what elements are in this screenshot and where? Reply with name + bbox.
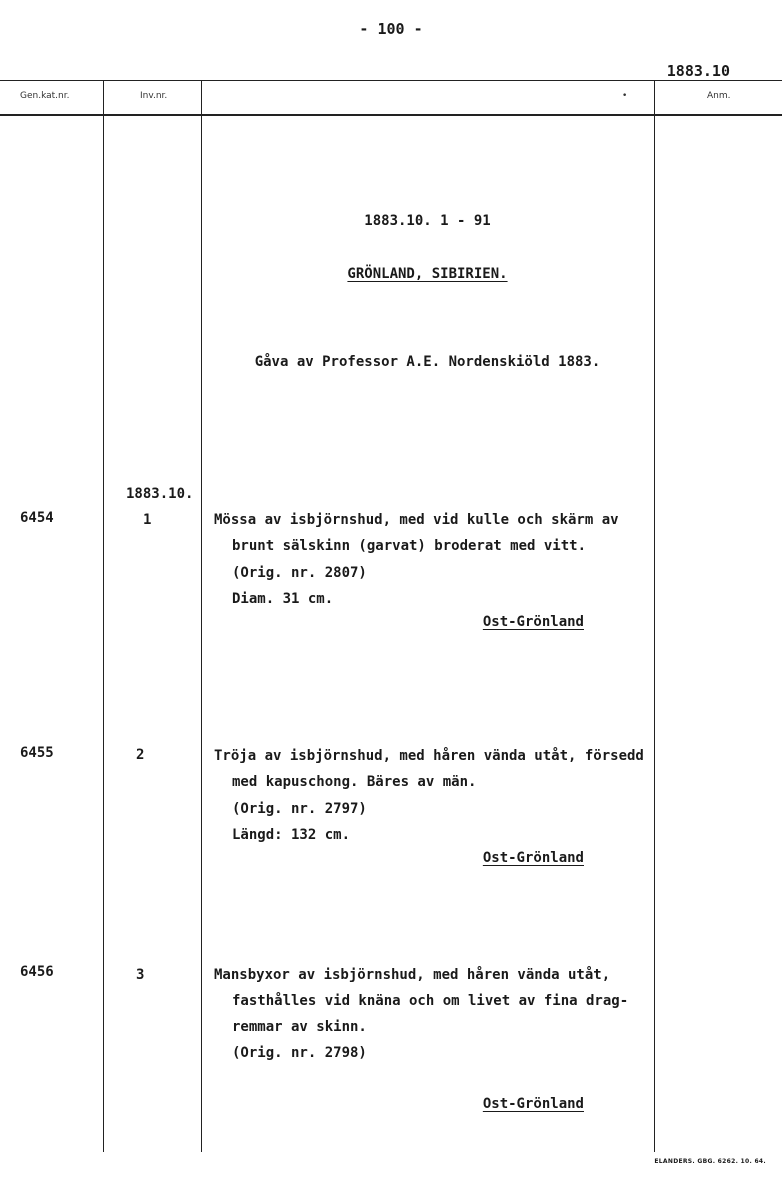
entry-description-line: Tröja av isbjörnshud, med håren vända utåt, försedd <box>214 748 644 764</box>
entry-description-line: Diam. 31 cm. <box>232 591 334 607</box>
region-title <box>200 266 655 282</box>
entry-description-line: (Orig. nr. 2807) <box>232 565 367 581</box>
region-title-text: GRÖNLAND, SIBIRIEN. <box>347 266 508 282</box>
column-divider-1 <box>103 80 104 1152</box>
entry-inventory-number: 3 <box>136 967 145 983</box>
entry-description-line: Mössa av isbjörnshud, med vid kulle och skärm av <box>214 512 619 528</box>
header-gen-kat-nr: Gen.kat.nr. <box>20 91 70 101</box>
entry-description-line: remmar av skinn. <box>232 1019 367 1035</box>
entry-description-line: Mansbyxor av isbjörnshud, med håren vända utåt, <box>214 967 611 983</box>
entry-location: Ost-Grönland <box>482 850 584 866</box>
entry-description-line: brunt sälskinn (garvat) broderat med vitt. <box>232 538 587 554</box>
page-number: - 100 - <box>359 20 423 38</box>
entry-catalog-number: 6455 <box>20 745 54 761</box>
entry-inventory-number: 2 <box>136 747 145 763</box>
entry-inventory-number: 1 <box>143 512 152 528</box>
header-bottom-rule <box>0 114 782 116</box>
catalog-code: 1883.10 <box>666 62 730 80</box>
column-divider-2 <box>201 80 202 1152</box>
entry-description-line: Längd: 132 cm. <box>232 827 351 843</box>
entry-location: Ost-Grönland <box>482 1096 584 1112</box>
entry-description-line: (Orig. nr. 2798) <box>232 1045 367 1061</box>
inventory-prefix: 1883.10. <box>126 486 194 502</box>
donation-line: Gåva av Professor A.E. Nordenskiöld 1883. <box>254 354 601 370</box>
header-inv-nr: Inv.nr. <box>140 91 168 101</box>
entry-description-line: (Orig. nr. 2797) <box>232 801 367 817</box>
entry-catalog-number: 6454 <box>20 510 54 526</box>
header-mark: • <box>622 91 628 101</box>
entry-description-line: med kapuschong. Bäres av män. <box>232 774 477 790</box>
print-code: ELANDERS. GBG. 6262. 10. 64. <box>654 1158 766 1165</box>
column-divider-3 <box>654 80 655 1152</box>
entry-location: Ost-Grönland <box>482 614 584 630</box>
header-anm: Anm. <box>707 91 731 101</box>
catalog-range-title: 1883.10. 1 - 91 <box>364 213 491 229</box>
entry-description-line: fasthålles vid knäna och om livet av fina drag- <box>232 993 629 1009</box>
header-top-rule <box>0 80 782 81</box>
entry-catalog-number: 6456 <box>20 964 54 980</box>
